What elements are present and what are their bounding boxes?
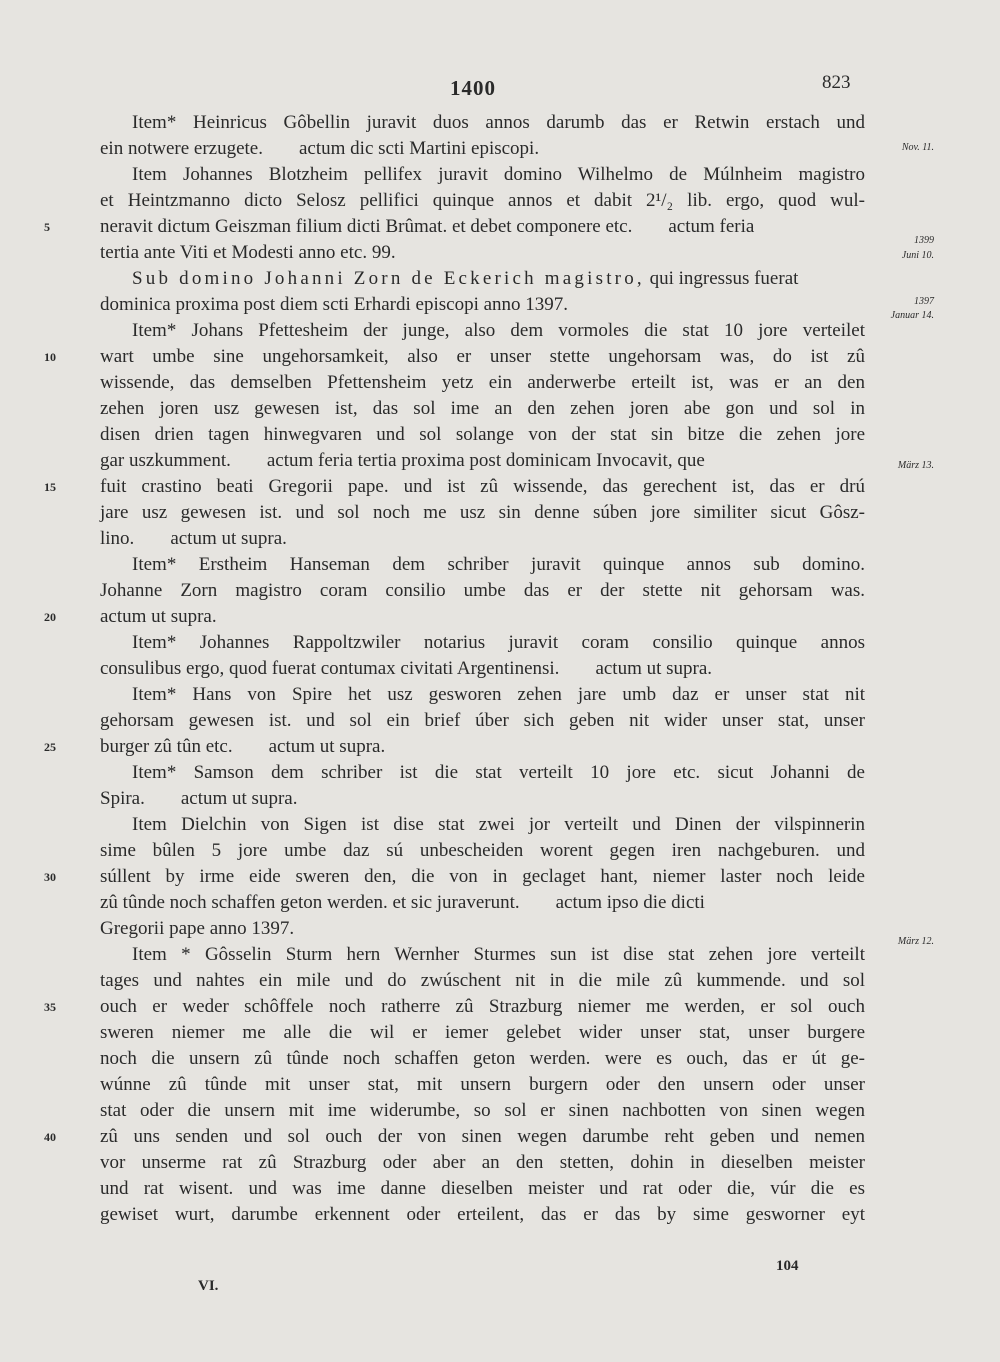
date-clause: actum ut supra. <box>595 658 713 679</box>
line-number: 15 <box>44 480 56 494</box>
margin-date: März 13. <box>897 460 934 471</box>
text-line <box>100 734 865 760</box>
date-clause: actum feria <box>668 216 755 237</box>
text-segment: Spira. <box>100 788 145 809</box>
text-line: Item* Johannes Rappoltzwiler notarius juravit coram consilio quinque annos <box>132 632 865 653</box>
text-line: Item* Heinricus Gôbellin juravit duos annos darumb das er Retwin erstach und <box>132 112 865 133</box>
text-line <box>100 786 865 812</box>
page-number: 823 <box>822 72 851 93</box>
line-number: 40 <box>44 1130 56 1144</box>
text-line: Item Dielchin von Sigen ist dise stat zwei jor verteilt und Dinen der vilspinnerin <box>132 814 865 835</box>
date-clause: actum ut supra. <box>170 528 287 549</box>
line-number: 25 <box>44 740 56 754</box>
section-heading: Sub domino Johanni Zorn de Eckerich magistro, <box>132 268 645 289</box>
section-heading-line <box>132 266 865 292</box>
running-head-year: 1400 <box>450 76 496 100</box>
text-segment: ein notwere erzugete. <box>100 138 263 159</box>
text-line: Item* Hans von Spire het usz gesworen zehen jare umb daz er unser stat nit <box>132 684 865 705</box>
text-line: Item Johannes Blotzheim pellifex juravit domino Wilhelmo de Múlnheim magistro <box>132 164 865 185</box>
text-line: und rat wisent. und was ime danne dieselben meister und rat oder die, vúr die es <box>100 1178 865 1199</box>
date-clause: actum ipso die dicti <box>555 892 705 913</box>
text-line <box>100 214 865 240</box>
margin-date: Januar 14. <box>890 310 934 321</box>
text-line: dominica proxima post diem scti Erhardi episcopi anno 1397. <box>100 294 569 315</box>
date-clause: actum feria tertia proxima post dominicam Invocavit, que <box>266 450 705 471</box>
margin-date: 1397 <box>914 296 934 307</box>
text-line: Johanne Zorn magistro coram consilio umbe das er der stette nit gehorsam was. <box>100 580 865 601</box>
text-segment: consulibus ergo, quod fuerat contumax civitati Argentinensi. <box>100 658 560 679</box>
text-line: gewiset wurt, darumbe erkennent oder erteilent, das er das by sime gesworner eyt <box>100 1204 865 1225</box>
text-line: gehorsam gewesen ist. und sol ein brief úber sich geben nit wider unser stat, unser <box>100 710 865 731</box>
text-line: disen drien tagen hinwegvaren und sol solange von der stat sin bitze die zehen jore <box>100 424 865 445</box>
line-number: 5 <box>44 220 50 234</box>
text-line <box>100 526 865 552</box>
date-clause: actum ut supra. <box>180 788 298 809</box>
text-line: zû uns senden und sol ouch der von sinen wegen darumbe reht geben und nemen <box>100 1126 865 1147</box>
text-line: wúnne zû tûnde mit unser stat, mit unsern burgern oder den unsern oder unser <box>100 1074 865 1095</box>
text-line: noch die unsern zû tûnde noch schaffen geton werden. were es ouch, das er út ge- <box>100 1048 865 1069</box>
volume-mark: VI. <box>198 1278 219 1294</box>
text-segment: lino. <box>100 528 135 549</box>
text-line: Gregorii pape anno 1397. <box>100 918 295 939</box>
text-line: zehen joren usz gewesen ist, das sol ime an den zehen joren abe gon und sol in <box>100 398 865 419</box>
line-number: 20 <box>44 610 56 624</box>
text-line: sweren niemer me alle die wil er iemer gelebet wider unser stat, unser burgere <box>100 1022 865 1043</box>
line-number: 10 <box>44 350 56 364</box>
text-segment: zû tûnde noch schaffen geton werden. et sic juraverunt. <box>100 892 520 913</box>
text-line: wissende, das demselben Pfettensheim yetz ein anderwerbe erteilt ist, was er an den <box>100 372 865 393</box>
text-line: Item* Erstheim Hanseman dem schriber juravit quinque annos sub domino. <box>132 554 865 575</box>
signature-mark: 104 <box>776 1258 799 1274</box>
date-clause: actum dic scti Martini episcopi. <box>299 138 540 159</box>
line-number: 35 <box>44 1000 56 1014</box>
text-line: Item* Johans Pfettesheim der junge, also dem vormoles die stat 10 jore verteilet <box>132 320 865 341</box>
margin-date: 1399 <box>914 235 934 246</box>
date-clause: actum ut supra. <box>268 736 386 757</box>
text-line: tages und nahtes ein mile und do zwúschent nit in die mile zû kummende. und sol <box>100 970 865 991</box>
text-line: fuit crastino beati Gregorii pape. und ist zû wissende, das gerechent ist, das er drú <box>100 476 865 497</box>
text-line <box>100 890 865 916</box>
margin-date: Juni 10. <box>901 250 934 261</box>
text-segment: neravit dictum Geiszman filium dicti Brûmat. et debet componere etc. <box>100 216 633 237</box>
text-line: Item* Samson dem schriber ist die stat verteilt 10 jore etc. sicut Johanni de <box>132 762 865 783</box>
text-line: wart umbe sine ungehorsamkeit, also er unser stette ungehorsam was, do ist zû <box>100 346 865 367</box>
text-line: stat oder die unsern mit ime widerumbe, so sol er sinen nachbotten von sinen wegen <box>100 1100 865 1121</box>
text-line: tertia ante Viti et Modesti anno etc. 99. <box>100 242 396 263</box>
text-line: et Heintzmanno dicto Selosz pellifici quinque annos et dabit 2¹/₂ lib. ergo, quod wul- <box>100 190 865 211</box>
text-line <box>100 136 865 162</box>
text-segment: burger zû tûn etc. <box>100 736 233 757</box>
text-line <box>100 656 865 682</box>
text-line <box>100 448 865 474</box>
text-line <box>100 1228 865 1254</box>
text-line: ouch er weder schôffele noch ratherre zû Strazburg niemer me werden, er sol ouch <box>100 996 865 1017</box>
line-number: 30 <box>44 870 56 884</box>
text-line: súllent by irme eide sweren den, die von in geclaget hant, niemer laster noch leide <box>100 866 865 887</box>
margin-date: März 12. <box>897 936 934 947</box>
text-line: Item * Gôsselin Sturm hern Wernher Sturmes sun ist dise stat zehen jore verteilt <box>132 944 865 965</box>
text-line: actum ut supra. <box>100 606 217 627</box>
text-line: vor unserme rat zû Strazburg oder aber an den stetten, dohin in dieselben meister <box>100 1152 865 1173</box>
text-line: jare usz gewesen ist. und sol noch me usz sin denne súben jore similiter sicut Gôsz- <box>100 502 865 523</box>
text-segment: gar uszkumment. <box>100 450 231 471</box>
text-segment: qui ingressus fuerat <box>649 268 799 289</box>
margin-date: Nov. 11. <box>901 142 934 153</box>
text-line: sime bûlen 5 jore umbe daz sú unbescheiden worent gegen iren nachgeburen. und <box>100 840 865 861</box>
